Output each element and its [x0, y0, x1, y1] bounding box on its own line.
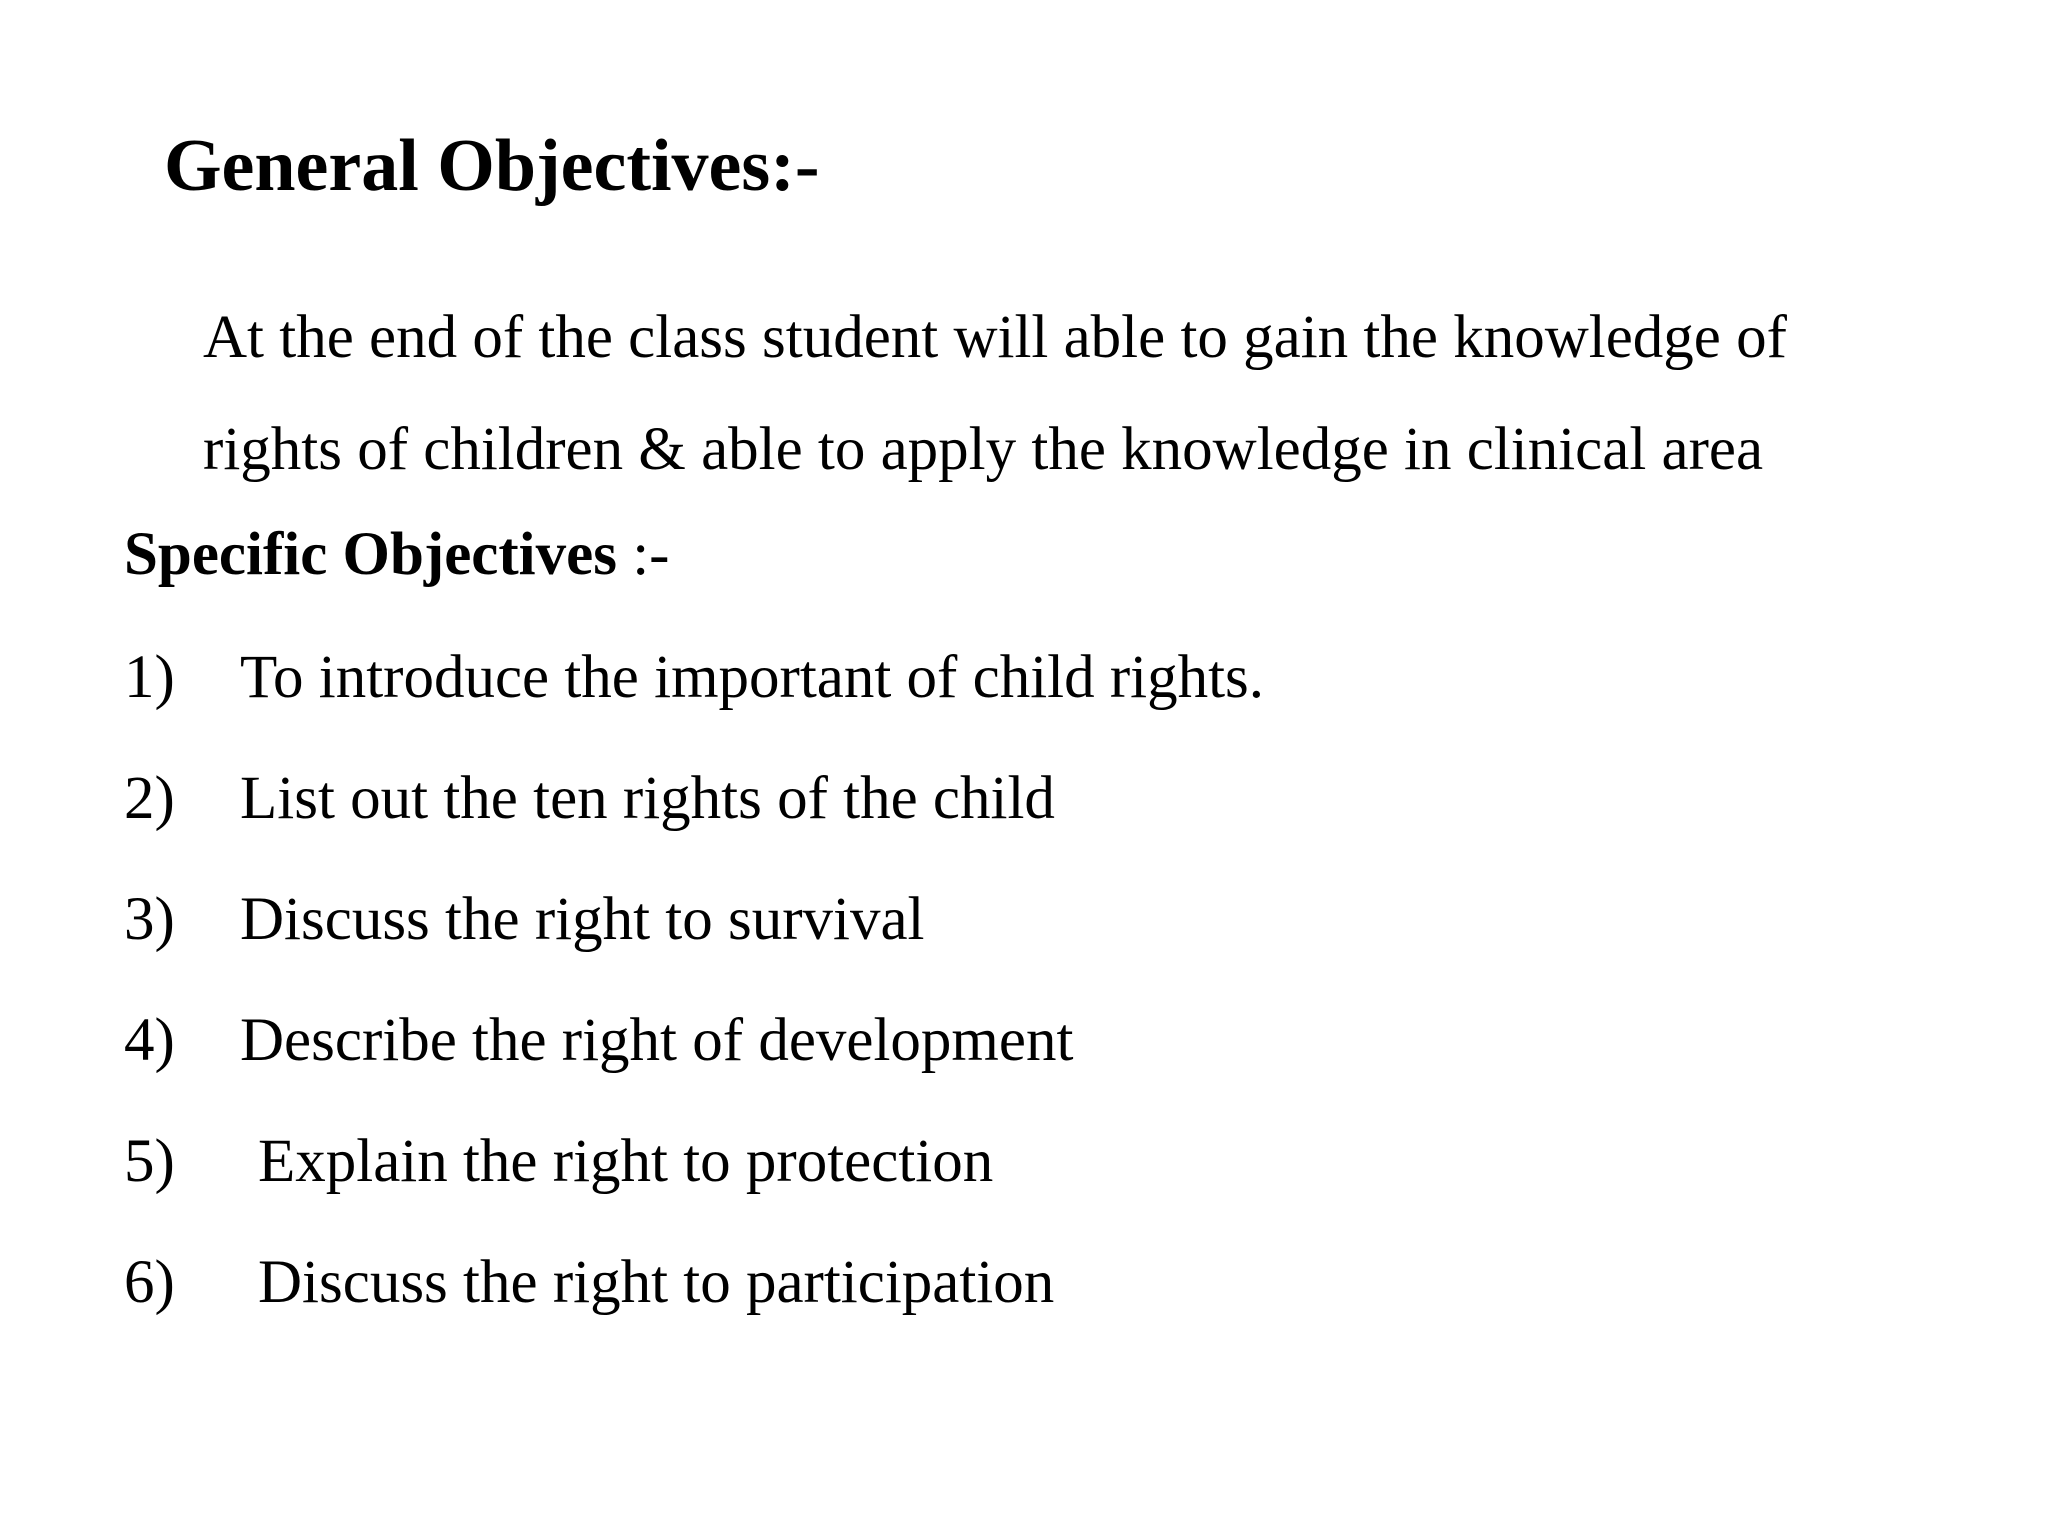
- specific-objectives-suffix: :-: [616, 521, 670, 588]
- objective-item-4: [124, 1003, 1264, 1124]
- specific-objectives-heading: [124, 518, 669, 591]
- objective-text: Discuss the right to survival: [240, 886, 925, 953]
- objective-number: 5): [124, 1128, 175, 1195]
- objective-number: 2): [124, 765, 175, 832]
- objective-item-6: [124, 1245, 1264, 1366]
- objective-number: 4): [124, 1007, 175, 1074]
- specific-objectives-title: Specific Objectives: [124, 521, 617, 588]
- general-objectives-text: [203, 282, 1903, 506]
- objective-text: List out the ten rights of the child: [240, 765, 1055, 832]
- general-objectives-line-2: rights of children & able to apply the knowledge in clinical area: [203, 416, 1764, 483]
- objective-text: Discuss the right to participation: [258, 1249, 1055, 1316]
- specific-objectives-list: [124, 640, 1264, 1366]
- objective-text: To introduce the important of child rights.: [240, 644, 1265, 711]
- objective-number: 1): [124, 644, 175, 711]
- objective-item-1: [124, 640, 1264, 761]
- objective-number: 6): [124, 1249, 175, 1316]
- objective-text: Explain the right to protection: [258, 1128, 994, 1195]
- objective-item-2: [124, 761, 1264, 882]
- objective-number: 3): [124, 886, 175, 953]
- objective-item-5: [124, 1124, 1264, 1245]
- general-objectives-line-1: At the end of the class student will able to gain the knowledge of: [203, 304, 1787, 371]
- objective-item-3: [124, 882, 1264, 1003]
- objective-text: Describe the right of development: [240, 1007, 1074, 1074]
- general-objectives-heading: General Objectives:-: [164, 125, 820, 207]
